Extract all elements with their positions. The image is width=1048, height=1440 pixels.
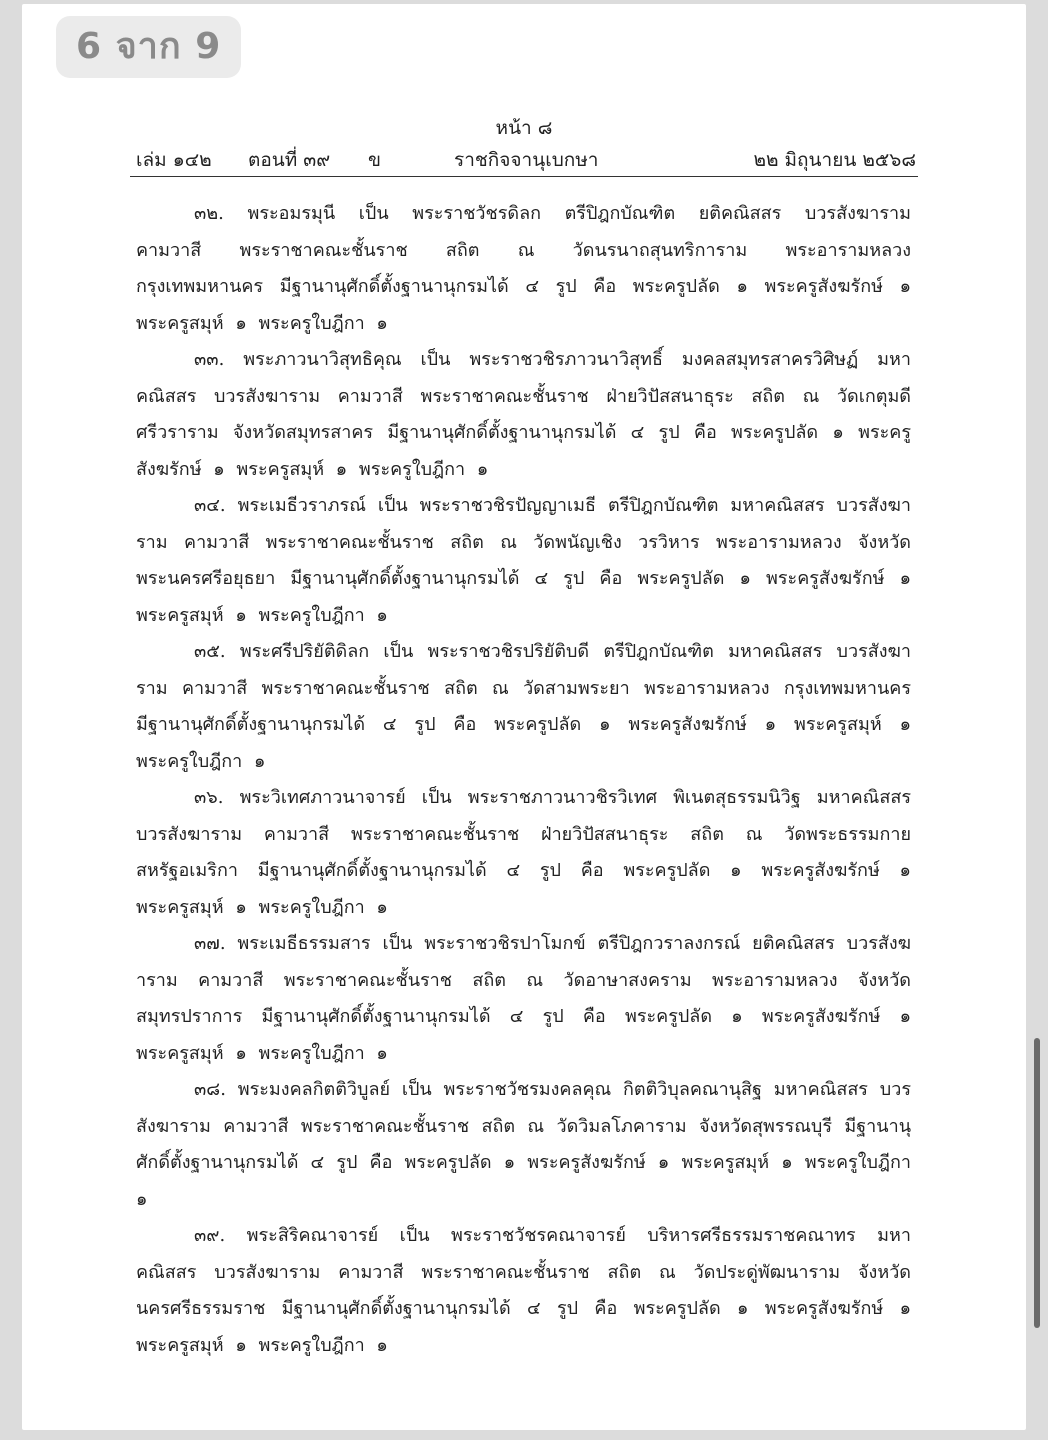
paragraph-34: ๓๔. พระเมธีวราภรณ์ เป็น พระราชวชิรปัญญาเมธี ตรีปิฎกบัณฑิต มหาคณิสสร บวรสังฆาราม คามวาสี พระราชาคณะชั้นราช สถิต ณ วัดพนัญเชิง วรวิหาร พระอารามหลวง จังหวัดพระนครศรีอยุธยา มีฐานานุศักดิ์ตั้งฐานานุกรมได้ ๔ รูป คือ พระครูปลัด ๑ พระครูสังฆรักษ์ ๑ พระครูสมุห์ ๑ พระครูใบฎีกา ๑ (136, 495, 911, 626)
header-volume: เล่ม ๑๔๒ (136, 149, 212, 171)
page-number: หน้า ๘ (495, 117, 553, 139)
document-body (136, 196, 911, 1364)
page-indicator: 6 จาก 9 (56, 16, 241, 78)
paragraph-38: ๓๘. พระมงคลกิตติวิบูลย์ เป็น พระราชวัชรมงคลคุณ กิตติวิบุลคณานุสิฐ มหาคณิสสร บวรสังฆาราม คามวาสี พระราชาคณะชั้นราช สถิต ณ วัดวิมลโภคาราม จังหวัดสุพรรณบุรี มีฐานานุศักดิ์ตั้งฐานานุกรมได้ ๔ รูป คือ พระครูปลัด ๑ พระครูสังฆรักษ์ ๑ พระครูสมุห์ ๑ พระครูใบฎีกา ๑ (136, 1079, 911, 1210)
paragraph-36: ๓๖. พระวิเทศภาวนาจารย์ เป็น พระราชภาวนาวชิรวิเทศ พิเนตสุธรรมนิวิฐ มหาคณิสสร บวรสังฆาราม คามวาสี พระราชาคณะชั้นราช ฝ่ายวิปัสสนาธุระ สถิต ณ วัดพระธรรมกาย สหรัฐอเมริกา มีฐานานุศักดิ์ตั้งฐานานุกรมได้ ๔ รูป คือ พระครูปลัด ๑ พระครูสังฆรักษ์ ๑ พระครูสมุห์ ๑ พระครูใบฎีกา ๑ (136, 787, 911, 918)
header-divider (130, 176, 918, 177)
gazette-header (136, 145, 916, 175)
header-date: ๒๒ มิถุนายน ๒๕๖๘ (753, 149, 916, 171)
paragraph-33: ๓๓. พระภาวนาวิสุทธิคุณ เป็น พระราชวชิรภาวนาวิสุทธิ์ มงคลสมุทรสาครวิศิษฏ์ มหาคณิสสร บวรสังฆาราม คามวาสี พระราชาคณะชั้นราช ฝ่ายวิปัสสนาธุระ สถิต ณ วัดเกตุมดีศรีวราราม จังหวัดสมุทรสาคร มีฐานานุศักดิ์ตั้งฐานานุกรมได้ ๔ รูป คือ พระครูปลัด ๑ พระครูสังฆรักษ์ ๑ พระครูสมุห์ ๑ พระครูใบฎีกา ๑ (136, 349, 911, 480)
header-letter: ข (368, 149, 381, 171)
header-publication: ราชกิจจานุเบกษา (454, 149, 599, 171)
paragraph-37: ๓๗. พระเมธีธรรมสาร เป็น พระราชวชิรปาโมกข์ ตรีปิฎกวราลงกรณ์ ยติคณิสสร บวรสังฆาราม คามวาสี พระราชาคณะชั้นราช สถิต ณ วัดอาษาสงคราม พระอารามหลวง จังหวัดสมุทรปราการ มีฐานานุศักดิ์ตั้งฐานานุกรมได้ ๔ รูป คือ พระครูปลัด ๑ พระครูสังฆรักษ์ ๑ พระครูสมุห์ ๑ พระครูใบฎีกา ๑ (136, 933, 911, 1064)
paragraph-39: ๓๙. พระสิริคณาจารย์ เป็น พระราชวัชรคณาจารย์ บริหารศรีธรรมราชคณาทร มหาคณิสสร บวรสังฆาราม คามวาสี พระราชาคณะชั้นราช สถิต ณ วัดประดู่พัฒนาราม จังหวัดนครศรีธรรมราช มีฐานานุศักดิ์ตั้งฐานานุกรมได้ ๔ รูป คือ พระครูปลัด ๑ พระครูสังฆรักษ์ ๑ พระครูสมุห์ ๑ พระครูใบฎีกา ๑ (136, 1225, 911, 1356)
paragraph-35: ๓๕. พระศรีปริยัติดิลก เป็น พระราชวชิรปริยัติบดี ตรีปิฎกบัณฑิต มหาคณิสสร บวรสังฆาราม คามวาสี พระราชาคณะชั้นราช สถิต ณ วัดสามพระยา พระอารามหลวง กรุงเทพมหานคร มีฐานานุศักดิ์ตั้งฐานานุกรมได้ ๔ รูป คือ พระครูปลัด ๑ พระครูสังฆรักษ์ ๑ พระครูสมุห์ ๑ พระครูใบฎีกา ๑ (136, 641, 911, 772)
scrollbar-thumb[interactable] (1034, 1038, 1040, 1328)
header-section: ตอนที่ ๓๙ (248, 149, 331, 171)
paragraph-32: ๓๒. พระอมรมุนี เป็น พระราชวัชรดิลก ตรีปิฎกบัณฑิต ยติคณิสสร บวรสังฆาราม คามวาสี พระราชาคณะชั้นราช สถิต ณ วัดนรนาถสุนทริการาม พระอารามหลวง กรุงเทพมหานคร มีฐานานุศักดิ์ตั้งฐานานุกรมได้ ๔ รูป คือ พระครูปลัด ๑ พระครูสังฆรักษ์ ๑ พระครูสมุห์ ๑ พระครูใบฎีกา ๑ (136, 203, 911, 334)
